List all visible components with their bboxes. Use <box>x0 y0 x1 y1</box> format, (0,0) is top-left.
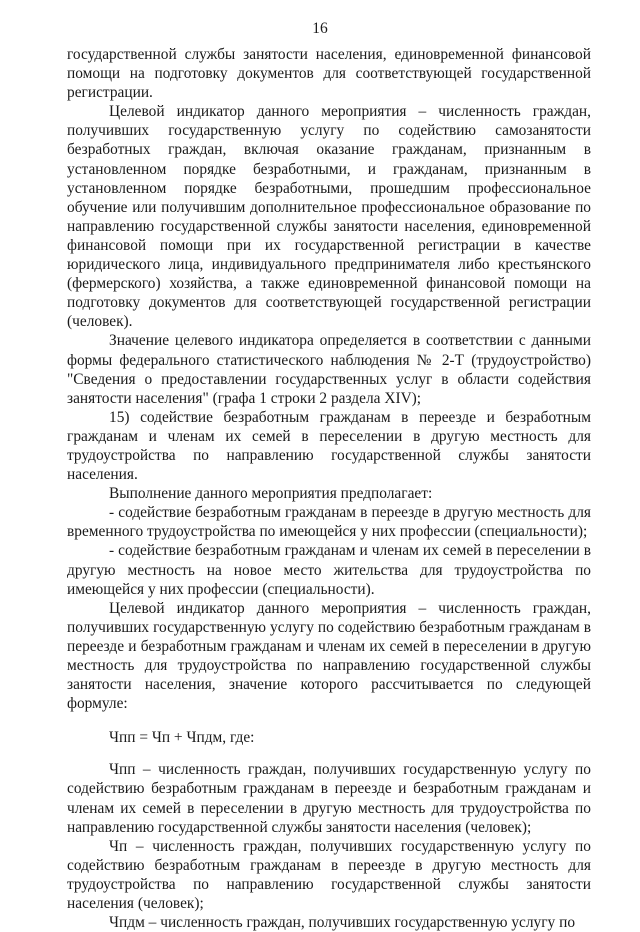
definition-chpp: Чпп – численность граждан, получивших государственную услугу по содействию безработным гражданам в переезде и безработным гражданам и членам их семей в переселении в другую местность для трудоустройства по направлению государственной службы занятости населения (человек); <box>67 761 591 836</box>
paragraph-indicator-source: Значение целевого индикатора определяется в соответствии с данными формы федерального статистического наблюдения № 2-Т (трудоустройство) "Сведения о предоставлении государственных услуг в области содействия занятости населения" (графа 1 строки 2 раздела XIV); <box>67 332 591 407</box>
list-item-relocation-temporary: - содействие безработным гражданам в переезде в другую местность для временного трудоустройства по имеющейся у них профессии (специальности); <box>67 504 591 541</box>
list-item-resettlement-families: - содействие безработным гражданам и членам их семей в переселении в другую местность на новое место жительства для трудоустройства по имеющейся у них профессии (специальности). <box>67 542 591 598</box>
paragraph-target-indicator-self-employment: Целевой индикатор данного мероприятия – численность граждан, получивших государственную услугу по содействию самозанятости безработных граждан, включая оказание гражданам, признанным в установленном порядке безработными, и гражданам, признанным в установленном порядке безработными, прошедшим профессиональное обучение или получившим дополнительное профессиональное образование по направлению государственной службы занятости населения, единовременной финансовой помощи при их государственной регистрации в качестве юридического лица, индивидуального предпринимателя либо крестьянского (фермерского) хозяйства, а также единовременной финансовой помощи на подготовку документов для соответствующей государственной регистрации (человек). <box>67 103 591 331</box>
definition-chp: Чп – численность граждан, получивших государственную услугу по содействию безработным гражданам в переезде в другую местность для трудоустройства по направлению государственной службы занятости населения (человек); <box>67 837 591 913</box>
page-number: 16 <box>312 20 328 37</box>
document-body <box>67 45 591 932</box>
paragraph-continuation: государственной службы занятости населения, единовременной финансовой помощи на подготовку документов для соответствующей государственной регистрации. <box>67 46 591 102</box>
definition-chpdm: Чпдм – численность граждан, получивших государственную услугу по <box>109 914 576 932</box>
paragraph-implementation-intro: Выполнение данного мероприятия предполагает: <box>109 485 433 503</box>
paragraph-target-indicator-relocation: Целевой индикатор данного мероприятия – численность граждан, получивших государственную услугу по содействию безработным гражданам в переезде и безработным гражданам и членам их семей в переселении в другую местность для трудоустройства по направлению государственной службы занятости населения, значение которого рассчитывается по следующей формуле: <box>67 599 591 713</box>
paragraph-item-15: 15) содействие безработным гражданам в переезде и безработным гражданам и членам их семей в переселении в другую местность для трудоустройства по направлению государственной службы занятости населения. <box>67 408 591 484</box>
formula: Чпп = Чп + Чпдм, где: <box>109 729 255 747</box>
